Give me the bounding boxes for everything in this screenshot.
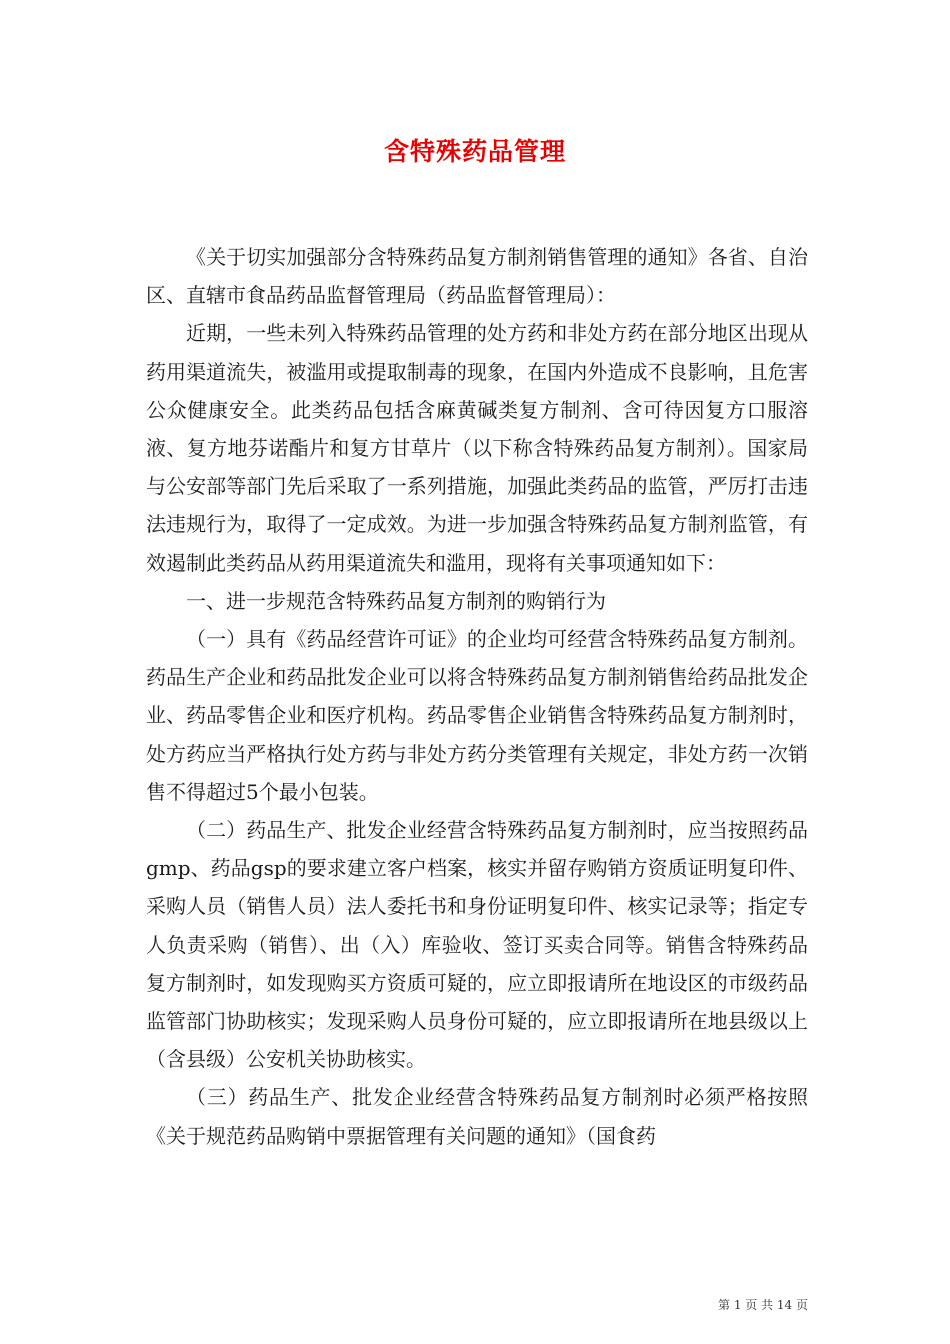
paragraph-background: 近期，一些未列入特殊药品管理的处方药和非处方药在部分地区出现从药用渠道流失，被滥用或提取制毒的现象，在国内外造成不良影响，且危害公众健康安全。此类药品包括含麻黄碱类复方制剂、含可待因复方口服溶液、复方地芬诺酯片和复方甘草片（以下称含特殊药品复方制剂）。国家局与公安部等部门先后采取了一系列措施，加强此类药品的监管，严厉打击违法违规行为，取得了一定成效。为进一步加强含特殊药品复方制剂监管，有效遏制此类药品从药用渠道流失和滥用，现将有关事项通知如下： — [146, 321, 808, 575]
paragraph-item-2: （二）药品生产、批发企业经营含特殊药品复方制剂时，应当按照药品gmp、药品gsp的要求建立客户档案，核实并留存购销方资质证明复印件、采购人员（销售人员）法人委托书和身份证明复印件、核实记录等；指定专人负责采购（销售）、出（入）库验收、签订买卖合同等。销售含特殊药品复方制剂时，如发现购买方资质可疑的，应立即报请所在地设区的市级药品监管部门协助核实；发现采购人员身份可疑的，应立即报请所在地县级以上（含县级）公安机关协助核实。 — [146, 818, 808, 1072]
document-body — [146, 238, 808, 1155]
section-heading-1: 一、进一步规范含特殊药品复方制剂的购销行为 — [186, 588, 606, 613]
paragraph-item-3: （三）药品生产、批发企业经营含特殊药品复方制剂时必须严格按照《关于规范药品购销中票据管理有关问题的通知》（国食药 — [146, 1085, 808, 1148]
paragraph-notice-heading: 《关于切实加强部分含特殊药品复方制剂销售管理的通知》各省、自治区、直辖市食品药品监督管理局（药品监督管理局）： — [146, 245, 808, 308]
page-title: 含特殊药品管理 — [383, 137, 566, 166]
page-number-label: 第 1 页 共 14 页 — [718, 1298, 808, 1312]
paragraph-item-1: （一）具有《药品经营许可证》的企业均可经营含特殊药品复方制剂。药品生产企业和药品批发企业可以将含特殊药品复方制剂销售给药品批发企业、药品零售企业和医疗机构。药品零售企业销售含特殊药品复方制剂时，处方药应当严格执行处方药与非处方药分类管理有关规定，非处方药一次销售不得超过5个最小包装。 — [146, 627, 808, 804]
page-footer — [0, 1296, 808, 1313]
